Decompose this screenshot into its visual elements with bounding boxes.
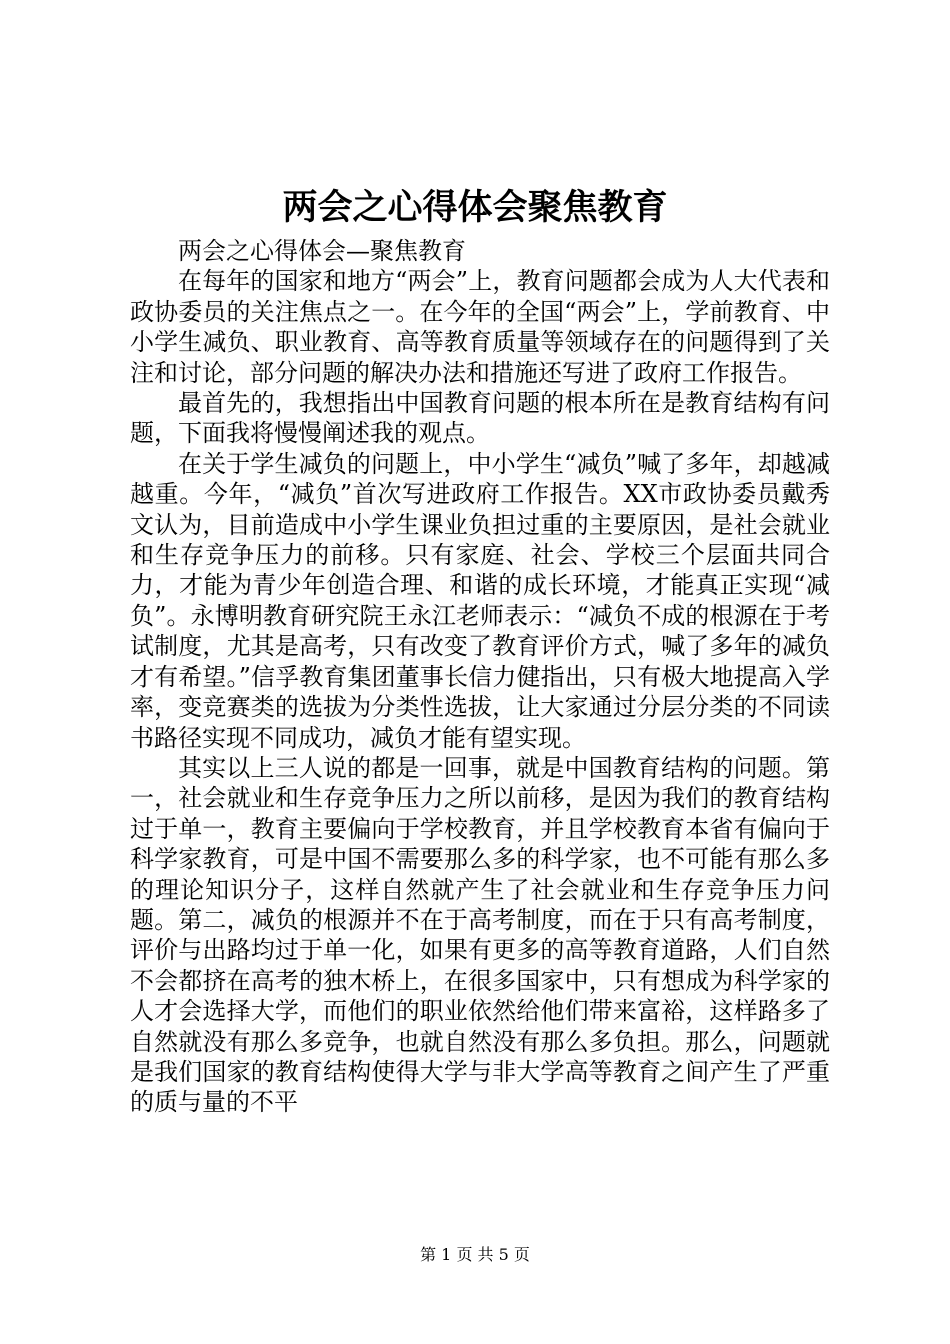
paragraph-intro: 在每年的国家和地方“两会”上，教育问题都会成为人大代表和政协委员的关注焦点之一。在今年的全国“两会”上，学前教育、中小学生减负、职业教育、高等教育质量等领域存在的问题得到了关注和讨论，部分问题的解决办法和措施还写进了政府工作报告。 (130, 267, 830, 387)
document-body (130, 236, 830, 1118)
paragraph-analysis: 其实以上三人说的都是一回事，就是中国教育结构的问题。第一，社会就业和生存竞争压力之所以前移，是因为我们的教育结构过于单一，教育主要偏向于学校教育，并且学校教育本省有偏向于科学家教育，可是中国不需要那么多的科学家，也不可能有那么多的理论知识分子，这样自然就产生了社会就业和生存竞争压力问题。第二，减负的根源并不在于高考制度，而在于只有高考制度，评价与出路均过于单一化，如果有更多的高等教育道路，人们自然不会都挤在高考的独木桥上，在很多国家中，只有想成为科学家的人才会选择大学，而他们的职业依然给他们带来富裕，这样路多了自然就没有那么多竞争，也就自然没有那么多负担。那么，问题就是我们国家的教育结构使得大学与非大学高等教育之间产生了严重的质与量的不平 (130, 753, 830, 1117)
paragraph-subtitle: 两会之心得体会—聚焦教育 (178, 237, 466, 265)
page-number-footer: 第 1 页 共 5 页 (420, 1245, 530, 1264)
paragraph-burden: 在关于学生减负的问题上，中小学生“减负”喊了多年，却越减越重。今年，“减负”首次写进政府工作报告。XX市政协委员戴秀文认为，目前造成中小学生课业负担过重的主要原因，是社会就业和生存竞争压力的前移。只有家庭、社会、学校三个层面共同合力，才能为青少年创造合理、和谐的成长环境，才能真正实现“减负”。永博明教育研究院王永江老师表示：“减负不成的根源在于考试制度，尤其是高考，只有改变了教育评价方式，喊了多年的减负才有希望。”信孚教育集团董事长信力健指出，只有极大地提高入学率，变竞赛类的选拔为分类性选拔，让大家通过分层分类的不同读书路径实现不同成功，减负才能有望实现。 (130, 449, 830, 752)
paragraph-thesis: 最首先的，我想指出中国教育问题的根本所在是教育结构有问题，下面我将慢慢阐述我的观点。 (130, 389, 830, 448)
document-title: 两会之心得体会聚焦教育 (282, 187, 668, 228)
